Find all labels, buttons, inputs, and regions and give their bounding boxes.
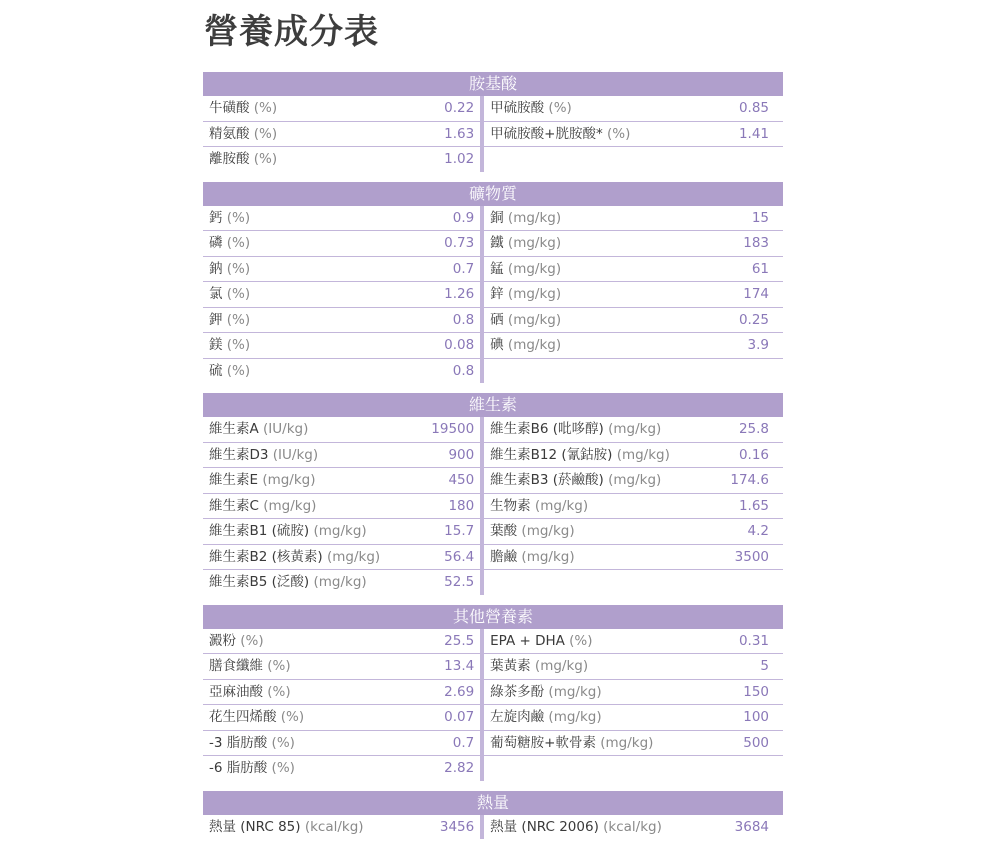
table-row — [203, 443, 783, 469]
nutrient-name: 磷 — [209, 235, 223, 251]
nutrient-label — [484, 731, 708, 756]
nutrient-label — [203, 494, 408, 519]
nutrient-value: 174.6 — [730, 472, 770, 488]
section-header: 礦物質 — [203, 182, 783, 206]
table-row — [203, 231, 783, 257]
nutrient-name: 維生素E — [209, 472, 259, 488]
nutrient-label — [484, 333, 708, 358]
nutrient-label — [203, 308, 408, 333]
nutrient-value: 2.82 — [444, 760, 475, 776]
nutrient-name: 鉀 — [209, 311, 223, 328]
nutrient-label — [203, 680, 408, 705]
nutrient-value: 0.7 — [452, 734, 475, 751]
nutrient-unit: (mg/kg) — [258, 497, 317, 514]
nutrient-label — [484, 494, 708, 519]
nutrient-name: 維生素B12 (氰鈷胺) — [490, 446, 613, 463]
table-row — [203, 282, 783, 308]
nutrient-label — [203, 815, 408, 840]
nutrient-unit: (mg/kg) — [503, 209, 562, 226]
nutrient-unit: (mg/kg) — [517, 548, 575, 565]
nutrient-label — [203, 147, 408, 172]
nutrient-value: 500 — [743, 734, 770, 751]
nutrient-name: 澱粉 — [209, 632, 236, 649]
nutrient-unit: (IU/kg) — [258, 421, 309, 437]
nutrient-name: 硒 — [490, 311, 504, 328]
section-header: 熱量 — [203, 791, 783, 815]
nutrient-unit: (%) — [222, 337, 251, 353]
nutrient-unit: (mg/kg) — [322, 548, 381, 565]
nutrient-unit: (%) — [222, 311, 251, 328]
nutrient-unit: (%) — [602, 125, 631, 142]
nutrient-unit: (%) — [222, 362, 251, 379]
nutrient-name: 離胺酸 — [209, 151, 250, 167]
nutrient-unit: (%) — [236, 632, 264, 649]
nutrient-unit: (mg/kg) — [309, 523, 367, 539]
nutrient-label — [203, 359, 408, 384]
nutrient-label — [203, 545, 408, 570]
nutrient-name: 花生四烯酸 — [209, 709, 277, 725]
nutrient-value: 900 — [448, 446, 475, 463]
nutrient-label — [484, 815, 708, 840]
section-1 — [203, 182, 783, 384]
nutrient-value: 1.65 — [738, 497, 770, 514]
nutrient-name: 硫 — [209, 362, 223, 379]
nutrient-label — [203, 629, 408, 654]
table-row — [203, 96, 783, 122]
nutrient-label — [484, 147, 708, 172]
nutrient-name: 維生素D3 — [209, 446, 269, 463]
nutrient-value: 56.4 — [444, 548, 475, 565]
nutrient-name: 鈉 — [209, 260, 223, 277]
nutrient-value: 1.63 — [444, 125, 475, 142]
nutrient-label — [203, 206, 408, 231]
nutrient-name: 維生素A — [209, 421, 259, 437]
nutrient-label — [484, 570, 708, 595]
nutrient-name: 碘 — [490, 337, 504, 353]
nutrient-unit: (%) — [249, 100, 278, 116]
nutrient-value: 0.85 — [738, 100, 770, 116]
nutrient-name: 生物素 — [490, 497, 531, 514]
section-0 — [203, 72, 783, 172]
nutrient-value — [709, 756, 783, 781]
nutrient-value: 61 — [751, 260, 770, 277]
nutrient-value: 0.73 — [444, 235, 475, 251]
nutrient-name: 維生素B6 (吡哆醇) — [490, 421, 604, 437]
nutrient-label — [484, 282, 708, 307]
nutrient-name: 維生素C — [209, 497, 259, 514]
nutrient-label — [484, 629, 708, 654]
nutrient-name: 氯 — [209, 286, 223, 302]
nutrient-unit: (mg/kg) — [503, 311, 562, 328]
nutrient-name: 維生素B1 (硫胺) — [209, 523, 310, 539]
nutrient-value: 3500 — [734, 548, 770, 565]
nutrient-unit: (mg/kg) — [517, 523, 575, 539]
nutrient-value: 15 — [751, 209, 770, 226]
nutrient-label — [203, 731, 408, 756]
table-row — [203, 680, 783, 706]
nutrient-unit: (%) — [222, 286, 251, 302]
nutrient-value: 52.5 — [444, 574, 475, 590]
table-row — [203, 545, 783, 571]
nutrient-name: 葉酸 — [490, 523, 518, 539]
nutrient-value: 0.8 — [452, 311, 475, 328]
nutrient-value: 0.25 — [738, 311, 770, 328]
nutrient-unit: (mg/kg) — [603, 421, 662, 437]
nutrient-value: 15.7 — [444, 523, 475, 539]
nutrient-name: 左旋肉鹼 — [490, 709, 545, 725]
table-row — [203, 570, 783, 595]
nutrient-unit: (mg/kg) — [530, 658, 589, 674]
nutrient-unit: (%) — [222, 209, 251, 226]
nutrient-unit: (mg/kg) — [503, 260, 562, 277]
section-3 — [203, 605, 783, 781]
nutrient-name: 維生素B3 (菸鹼酸) — [490, 472, 604, 488]
nutrient-label — [203, 468, 408, 493]
nutrient-name: -3 脂肪酸 — [209, 734, 268, 751]
nutrient-label — [203, 443, 408, 468]
nutrient-label — [484, 308, 708, 333]
nutrient-name: 牛磺酸 — [209, 100, 250, 116]
nutrient-unit: (kcal/kg) — [598, 818, 662, 835]
nutrient-label — [484, 231, 708, 256]
nutrient-label — [203, 519, 408, 544]
nutrient-name: 甲硫胺酸+胱胺酸* — [490, 125, 603, 142]
nutrient-unit: (mg/kg) — [503, 235, 562, 251]
nutrient-value — [709, 570, 783, 595]
table-row — [203, 122, 783, 148]
section-2 — [203, 393, 783, 595]
nutrient-unit: (%) — [249, 151, 278, 167]
nutrient-value: 0.07 — [444, 709, 475, 725]
nutrient-label — [203, 705, 408, 730]
nutrient-unit: (%) — [267, 760, 295, 776]
nutrient-value: 1.02 — [444, 151, 475, 167]
nutrient-name: 熱量 (NRC 85) — [209, 818, 301, 835]
nutrient-name: 膽鹼 — [490, 548, 518, 565]
nutrient-unit: (mg/kg) — [503, 337, 562, 353]
table-row — [203, 654, 783, 680]
nutrient-name: 維生素B5 (泛酸) — [209, 574, 310, 590]
table-row — [203, 731, 783, 757]
nutrient-unit: (mg/kg) — [595, 734, 654, 751]
table-row — [203, 147, 783, 172]
section-header: 維生素 — [203, 393, 783, 417]
nutrient-unit: (mg/kg) — [530, 497, 589, 514]
nutrient-unit: (mg/kg) — [612, 446, 670, 463]
nutrient-unit: (mg/kg) — [309, 574, 367, 590]
nutrient-value: 3456 — [439, 818, 475, 835]
nutrition-tables — [203, 72, 783, 849]
table-row — [203, 308, 783, 334]
nutrient-label — [484, 654, 708, 679]
table-row — [203, 206, 783, 232]
nutrient-name: 鈣 — [209, 209, 223, 226]
nutrient-value: 1.41 — [738, 125, 770, 142]
nutrient-label — [484, 705, 708, 730]
nutrient-label — [203, 570, 408, 595]
nutrient-unit: (%) — [222, 235, 251, 251]
nutrient-name: 鋅 — [490, 286, 504, 302]
nutrient-name: 葉黃素 — [490, 658, 531, 674]
nutrient-label — [484, 443, 708, 468]
nutrient-value: 183 — [743, 235, 770, 251]
nutrient-value: 0.9 — [452, 209, 475, 226]
nutrient-unit: (mg/kg) — [258, 472, 316, 488]
nutrient-value: 2.69 — [444, 683, 475, 700]
nutrient-name: 甲硫胺酸 — [490, 100, 545, 116]
nutrient-name: -6 脂肪酸 — [209, 760, 268, 776]
nutrient-unit: (mg/kg) — [544, 683, 602, 700]
nutrient-label — [203, 231, 408, 256]
nutrient-label — [484, 122, 708, 147]
nutrient-unit: (%) — [263, 658, 291, 674]
nutrient-label — [484, 468, 708, 493]
table-row — [203, 359, 783, 384]
table-row — [203, 815, 783, 840]
nutrient-label — [203, 333, 408, 358]
nutrient-name: 鎂 — [209, 337, 223, 353]
nutrient-unit: (%) — [267, 734, 295, 751]
nutrient-name: 鐵 — [490, 235, 504, 251]
nutrient-label — [203, 756, 408, 781]
nutrient-label — [484, 96, 708, 121]
nutrient-value: 0.08 — [444, 337, 475, 353]
nutrient-label — [484, 257, 708, 282]
nutrient-name: 葡萄糖胺+軟骨素 — [490, 734, 596, 751]
nutrient-value: 1.26 — [444, 286, 475, 302]
nutrient-unit: (%) — [564, 632, 593, 649]
nutrient-unit: (%) — [249, 125, 278, 142]
nutrient-value: 4.2 — [747, 523, 770, 539]
table-row — [203, 468, 783, 494]
nutrient-label — [484, 756, 708, 781]
nutrient-label — [484, 519, 708, 544]
nutrient-value: 180 — [448, 497, 475, 514]
table-row — [203, 519, 783, 545]
page-title: 營養成分表 — [204, 12, 379, 52]
nutrient-value: 25.8 — [738, 421, 770, 437]
section-header: 其他營養素 — [203, 605, 783, 629]
nutrient-name: 熱量 (NRC 2006) — [490, 818, 599, 835]
nutrient-unit: (%) — [222, 260, 251, 277]
nutrient-unit: (%) — [544, 100, 572, 116]
nutrient-value: 3.9 — [747, 337, 770, 353]
nutrient-unit: (%) — [276, 709, 305, 725]
nutrient-value: 100 — [743, 709, 770, 725]
nutrient-label — [484, 206, 708, 231]
nutrient-value: 13.4 — [444, 658, 475, 674]
nutrient-unit: (mg/kg) — [544, 709, 602, 725]
nutrient-label — [203, 417, 408, 442]
table-row — [203, 333, 783, 359]
table-row — [203, 417, 783, 443]
nutrient-value: 450 — [448, 472, 475, 488]
nutrient-value: 0.31 — [738, 632, 770, 649]
nutrient-value — [709, 359, 783, 384]
nutrient-unit: (IU/kg) — [268, 446, 319, 463]
nutrient-label — [203, 122, 408, 147]
nutrient-value: 25.5 — [444, 632, 475, 649]
nutrient-label — [203, 282, 408, 307]
nutrient-name: 膳食纖維 — [209, 658, 263, 674]
table-row — [203, 494, 783, 520]
nutrient-label — [484, 680, 708, 705]
nutrient-label — [484, 417, 708, 442]
nutrient-value: 174 — [743, 286, 770, 302]
nutrient-value: 5 — [760, 658, 770, 674]
section-header: 胺基酸 — [203, 72, 783, 96]
table-row — [203, 705, 783, 731]
nutrient-value: 19500 — [431, 421, 475, 437]
nutrient-name: EPA + DHA — [490, 632, 565, 649]
nutrient-label — [203, 654, 408, 679]
nutrient-value — [709, 147, 783, 172]
nutrient-name: 亞麻油酸 — [209, 683, 263, 700]
nutrient-value: 3684 — [734, 818, 770, 835]
nutrient-value: 0.8 — [452, 362, 475, 379]
nutrient-value: 150 — [743, 683, 770, 700]
nutrient-unit: (%) — [263, 683, 291, 700]
nutrient-unit: (kcal/kg) — [300, 818, 364, 835]
table-row — [203, 756, 783, 781]
nutrient-unit: (mg/kg) — [603, 472, 662, 488]
nutrient-value: 0.7 — [452, 260, 475, 277]
table-row — [203, 257, 783, 283]
nutrient-value: 0.16 — [738, 446, 770, 463]
nutrient-label — [203, 96, 408, 121]
table-row — [203, 629, 783, 655]
nutrient-name: 銅 — [490, 209, 504, 226]
nutrient-name: 維生素B2 (核黃素) — [209, 548, 323, 565]
nutrient-value: 0.22 — [444, 100, 475, 116]
nutrient-name: 精氨酸 — [209, 125, 250, 142]
nutrient-unit: (mg/kg) — [503, 286, 562, 302]
nutrient-label — [203, 257, 408, 282]
section-4 — [203, 791, 783, 840]
nutrient-label — [484, 359, 708, 384]
nutrient-name: 綠茶多酚 — [490, 683, 545, 700]
nutrient-name: 錳 — [490, 260, 504, 277]
nutrient-label — [484, 545, 708, 570]
